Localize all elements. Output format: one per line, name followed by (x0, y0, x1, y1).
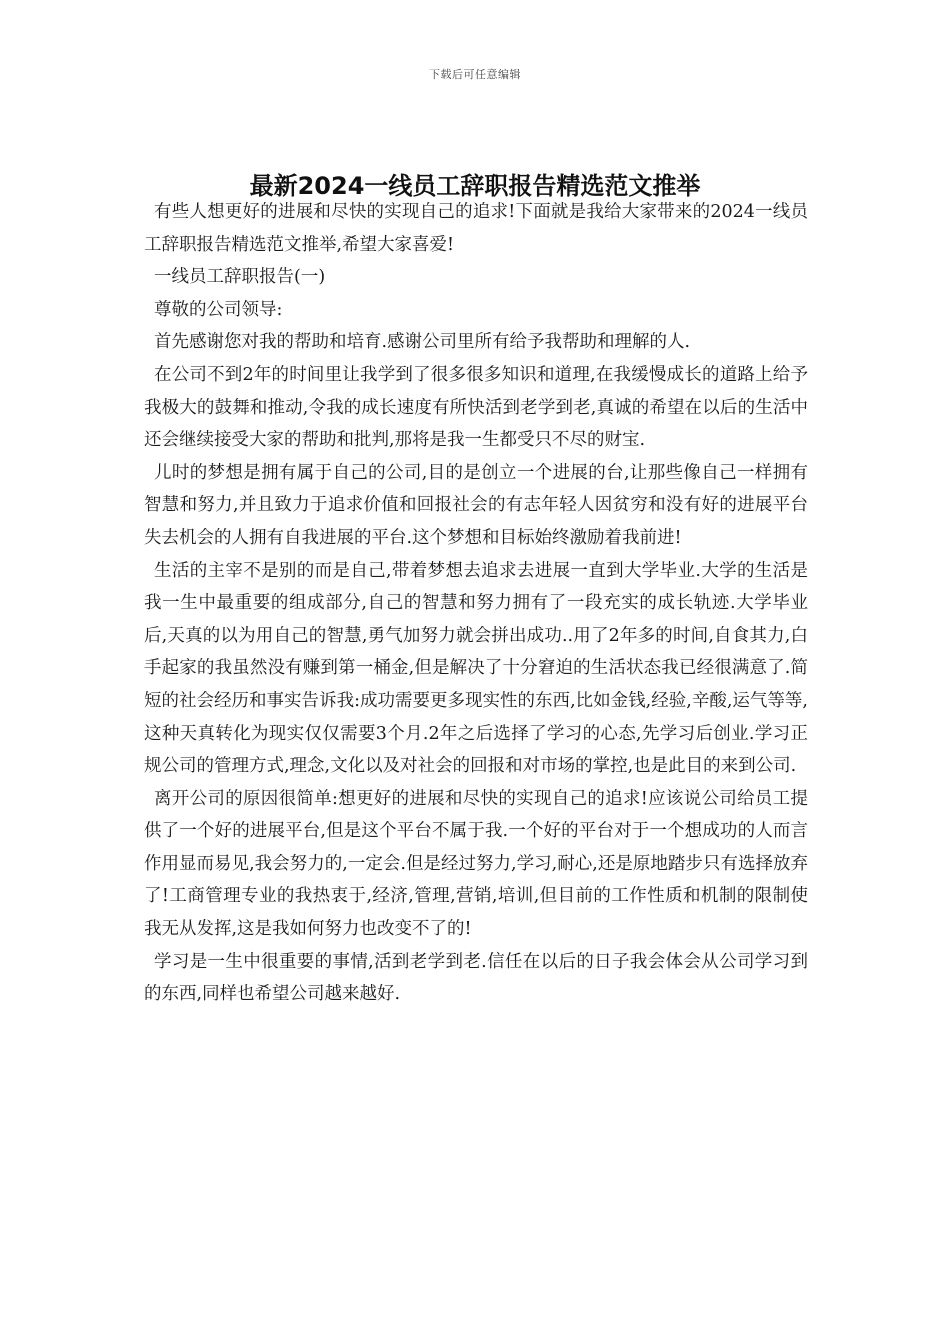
body-paragraph: 生活的主宰不是别的而是自己,带着梦想去追求去进展一直到大学毕业.大学的生活是我一生中最重要的组成部分,自己的智慧和努力拥有了一段充实的成长轨迹.大学毕业后,天真的以为用自己的智慧,勇气加努力就会拼出成功..用了2年多的时间,自食其力,白手起家的我虽然没有赚到第一桶金,但是解决了十分窘迫的生活状态我已经很满意了.简短的社会经历和事实告诉我:成功需要更多现实性的东西,比如金钱,经验,辛酸,运气等等,这种天真转化为现实仅仅需要3个月.2年之后选择了学习的心态,先学习后创业.学习正规公司的管理方式,理念,文化以及对社会的回报和对市场的掌控,也是此目的来到公司. (144, 560, 808, 777)
salutation: 尊敬的公司领导: (154, 299, 283, 320)
intro-paragraph: 有些人想更好的进展和尽快的实现自己的追求!下面就是我给大家带来的2024一线员工辞职报告精选范文推举,希望大家喜爱! (144, 202, 808, 255)
body-paragraph: 在公司不到2年的时间里让我学到了很多很多知识和道理,在我缓慢成长的道路上给予我极大的鼓舞和推动,令我的成长速度有所快活到老学到老,真诚的希望在以后的生活中还会继续接受大家的帮助和批判,那将是我一生都受只不尽的财宝. (144, 364, 808, 451)
body-paragraph: 学习是一生中很重要的事情,活到老学到老.信任在以后的日子我会体会从公司学习到的东西,同样也希望公司越来越好. (144, 951, 808, 1005)
body-paragraph: 儿时的梦想是拥有属于自己的公司,目的是创立一个进展的台,让那些像自己一样拥有智慧和努力,并且致力于追求价值和回报社会的有志年轻人因贫穷和没有好的进展平台失去机会的人拥有自我进展的平台.这个梦想和目标始终激励着我前进! (144, 462, 808, 548)
section-heading: 一线员工辞职报告(一) (154, 267, 326, 288)
header-note: 下载后可任意编辑 (429, 68, 521, 81)
document-title: 最新2024一线员工辞职报告精选范文推举 (249, 172, 701, 201)
document-body (144, 196, 808, 1011)
body-paragraph: 首先感谢您对我的帮助和培育.感谢公司里所有给予我帮助和理解的人. (154, 332, 691, 353)
body-paragraph: 离开公司的原因很简单:想更好的进展和尽快的实现自己的追求!应该说公司给员工提供了一个好的进展平台,但是这个平台不属于我.一个好的平台对于一个想成功的人而言作用显而易见,我会努力的,一定会.但是经过努力,学习,耐心,还是原地踏步只有选择放弃了!工商管理专业的我热衷于,经济,管理,营销,培训,但目前的工作性质和机制的限制使我无从发挥,这是我如何努力也改变不了的! (144, 788, 808, 940)
